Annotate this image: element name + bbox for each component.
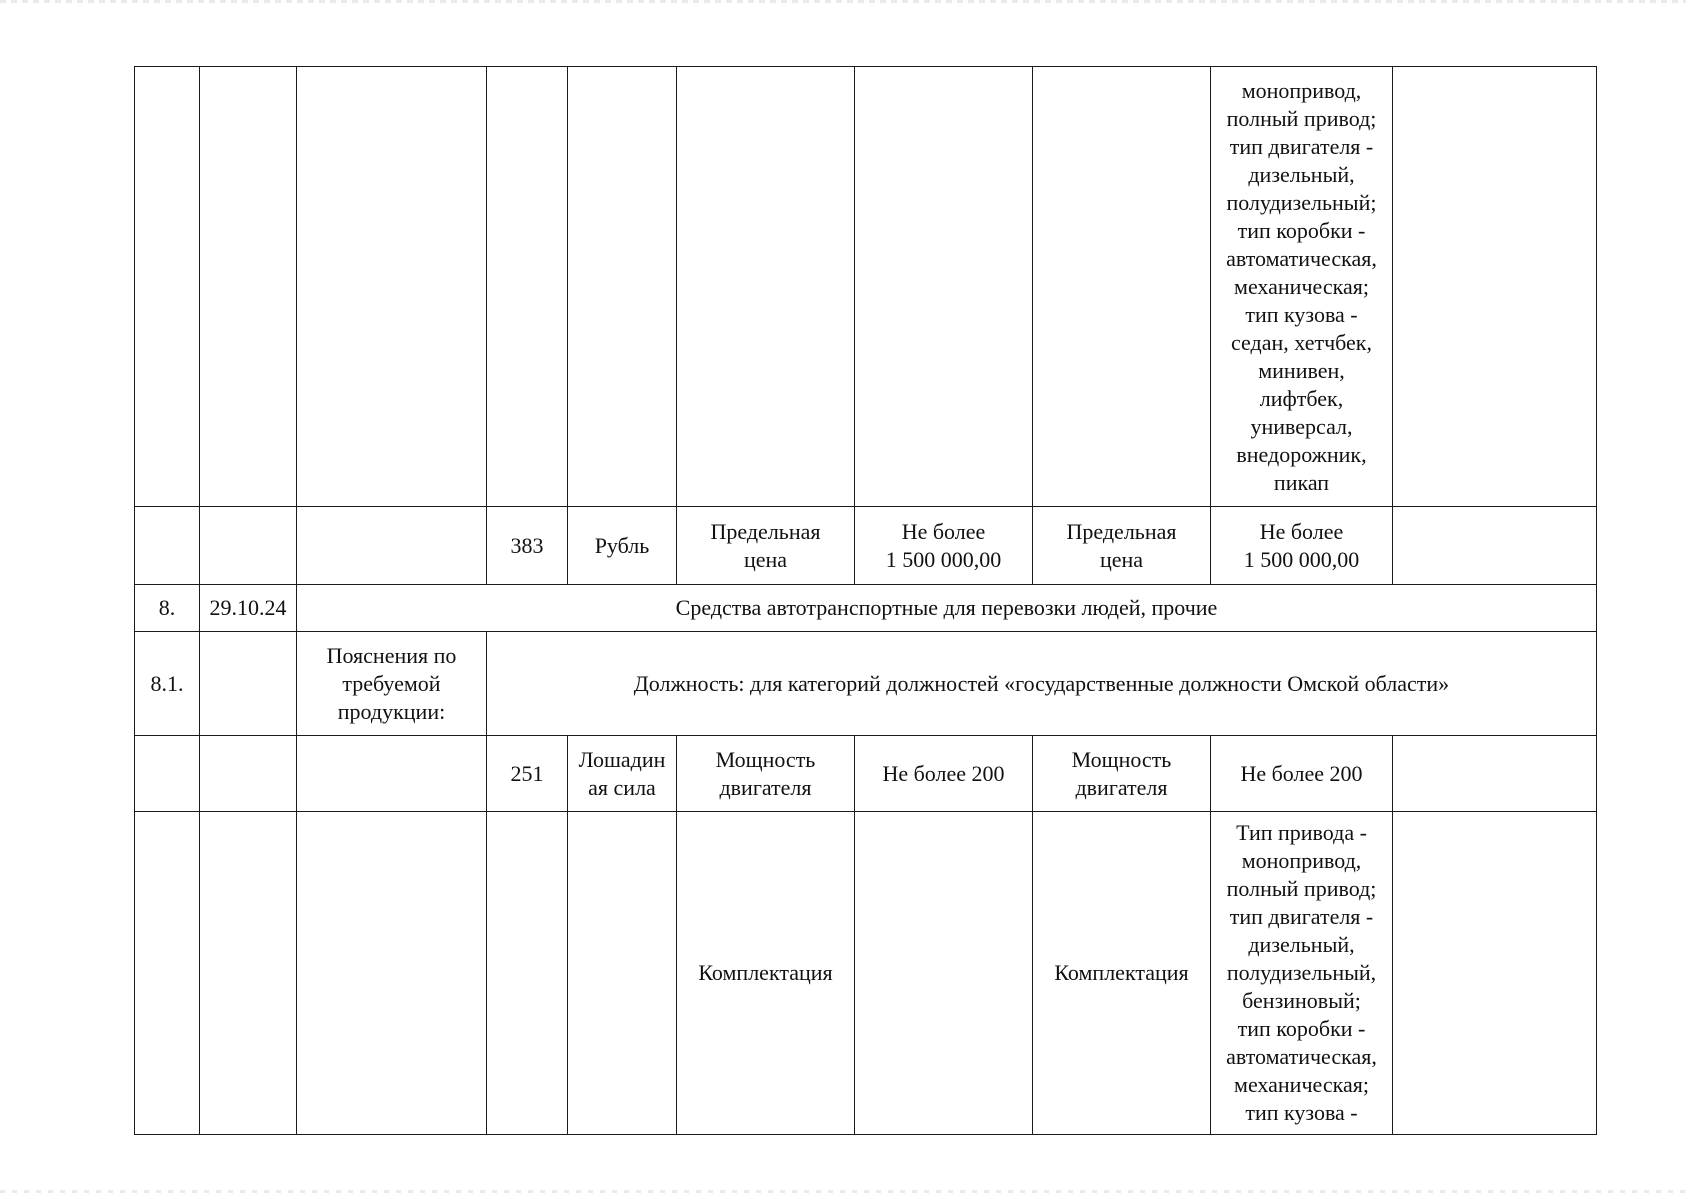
text-line: полудизельный, — [1226, 960, 1377, 985]
text-line: полный привод; — [1226, 105, 1377, 131]
text-line: минивен, — [1258, 357, 1345, 383]
cell-empty — [135, 507, 200, 585]
characteristic-name-cell — [1033, 507, 1211, 585]
cell-empty — [855, 67, 1033, 507]
characteristic-name-cell — [677, 736, 855, 812]
text-line: цена — [1099, 546, 1144, 572]
text-line: Предельная — [1066, 518, 1177, 544]
text-line: Тип привода - — [1236, 820, 1367, 845]
text-line: механическая; — [1234, 273, 1369, 299]
text-line: тип двигателя - — [1229, 904, 1374, 929]
text-line: тип кузова - — [1245, 301, 1358, 327]
characteristic-name-cell: Комплектация — [1033, 812, 1211, 1135]
cell-empty — [1393, 812, 1597, 1135]
text-line: тип коробки - — [1237, 1016, 1366, 1041]
scan-artifact-bottom — [0, 1190, 1686, 1193]
cell-empty — [487, 67, 568, 507]
text-line: тип кузова - — [1245, 1100, 1358, 1125]
cell-empty — [135, 736, 200, 812]
text-line: двигателя — [1075, 774, 1168, 800]
text-line: ая сила — [588, 774, 656, 800]
characteristic-name-cell — [1033, 736, 1211, 812]
text-line: механическая; — [1234, 1072, 1369, 1097]
cell-empty — [1033, 67, 1211, 507]
characteristic-value-cell: Не более 200 — [855, 736, 1033, 812]
cell-empty — [200, 67, 297, 507]
unit-cell — [568, 736, 677, 812]
okei-code-cell: 383 — [487, 507, 568, 585]
product-title-cell: Средства автотранспортные для перевозки людей, прочие — [297, 585, 1597, 632]
cell-empty — [135, 67, 200, 507]
cell-empty — [200, 632, 297, 736]
text-line: требуемой — [342, 670, 441, 696]
text-line: внедорожник, — [1236, 441, 1367, 467]
text-line: дизельный, — [1248, 932, 1355, 957]
cell-empty — [200, 736, 297, 812]
cell-empty — [487, 812, 568, 1135]
cell-empty — [677, 67, 855, 507]
text-line: цена — [743, 546, 788, 572]
row-number-cell: 8. — [135, 585, 200, 632]
okpd-code-cell: 29.10.24 — [200, 585, 297, 632]
explanation-label-cell — [297, 632, 487, 736]
cell-empty — [297, 507, 487, 585]
cell-empty — [568, 812, 677, 1135]
table-row-equipment — [135, 812, 1597, 1135]
text-line: Не более — [901, 518, 986, 544]
text-line: Не более — [1259, 518, 1344, 544]
characteristic-value-cell — [1211, 507, 1393, 585]
cell-empty — [1393, 507, 1597, 585]
text-line: седан, хетчбек, — [1231, 329, 1372, 355]
text-line: дизельный, — [1248, 161, 1355, 187]
text-line: тип коробки - — [1237, 217, 1366, 243]
text-line: двигателя — [719, 774, 812, 800]
row-number-cell: 8.1. — [135, 632, 200, 736]
text-line: универсал, — [1250, 413, 1353, 439]
text-line: полный привод; — [1226, 876, 1377, 901]
characteristic-value-cell — [1211, 812, 1393, 1135]
cell-empty — [1393, 67, 1597, 507]
table-row-item-8-1 — [135, 632, 1597, 736]
text-line: 1 500 000,00 — [1243, 546, 1360, 572]
scan-artifact-top — [0, 0, 1686, 3]
characteristic-name-cell — [677, 507, 855, 585]
cell-empty — [297, 736, 487, 812]
text-line: монопривод, — [1241, 848, 1362, 873]
cell-empty — [568, 67, 677, 507]
text-line: автоматическая, — [1226, 245, 1377, 271]
cell-empty — [297, 67, 487, 507]
text-line: Пояснения по — [326, 642, 457, 668]
cell-empty — [297, 812, 487, 1135]
characteristic-value-cell — [1211, 67, 1393, 507]
text-line: 1 500 000,00 — [885, 546, 1002, 572]
table-row-power — [135, 736, 1597, 812]
text-line: автоматическая, — [1226, 1044, 1377, 1069]
text-line: лифтбек, — [1259, 385, 1344, 411]
text-line: полудизельный; — [1226, 189, 1377, 215]
cell-empty — [200, 507, 297, 585]
characteristic-value-cell — [855, 507, 1033, 585]
unit-cell: Рубль — [568, 507, 677, 585]
text-line: Мощность — [715, 746, 816, 772]
cell-empty — [1393, 736, 1597, 812]
cell-empty — [135, 812, 200, 1135]
text-line: Лошадин — [578, 746, 666, 772]
position-text-cell: Должность: для категорий должностей «государственные должности Омской области» — [487, 632, 1597, 736]
table-row-characteristics-continued — [135, 67, 1597, 507]
text-line: Мощность — [1071, 746, 1172, 772]
text-line: Предельная — [710, 518, 821, 544]
text-line: пикап — [1273, 469, 1330, 495]
text-line: тип двигателя - — [1229, 133, 1374, 159]
cell-empty — [200, 812, 297, 1135]
characteristic-value-cell: Не более 200 — [1211, 736, 1393, 812]
text-line: монопривод, — [1241, 77, 1362, 103]
characteristic-name-cell: Комплектация — [677, 812, 855, 1135]
cell-empty — [855, 812, 1033, 1135]
okei-code-cell: 251 — [487, 736, 568, 812]
table-row-item-8 — [135, 585, 1597, 632]
text-line: бензиновый; — [1242, 988, 1361, 1013]
table-row-price — [135, 507, 1597, 585]
specification-table — [134, 66, 1597, 1135]
text-line: продукции: — [337, 698, 446, 724]
